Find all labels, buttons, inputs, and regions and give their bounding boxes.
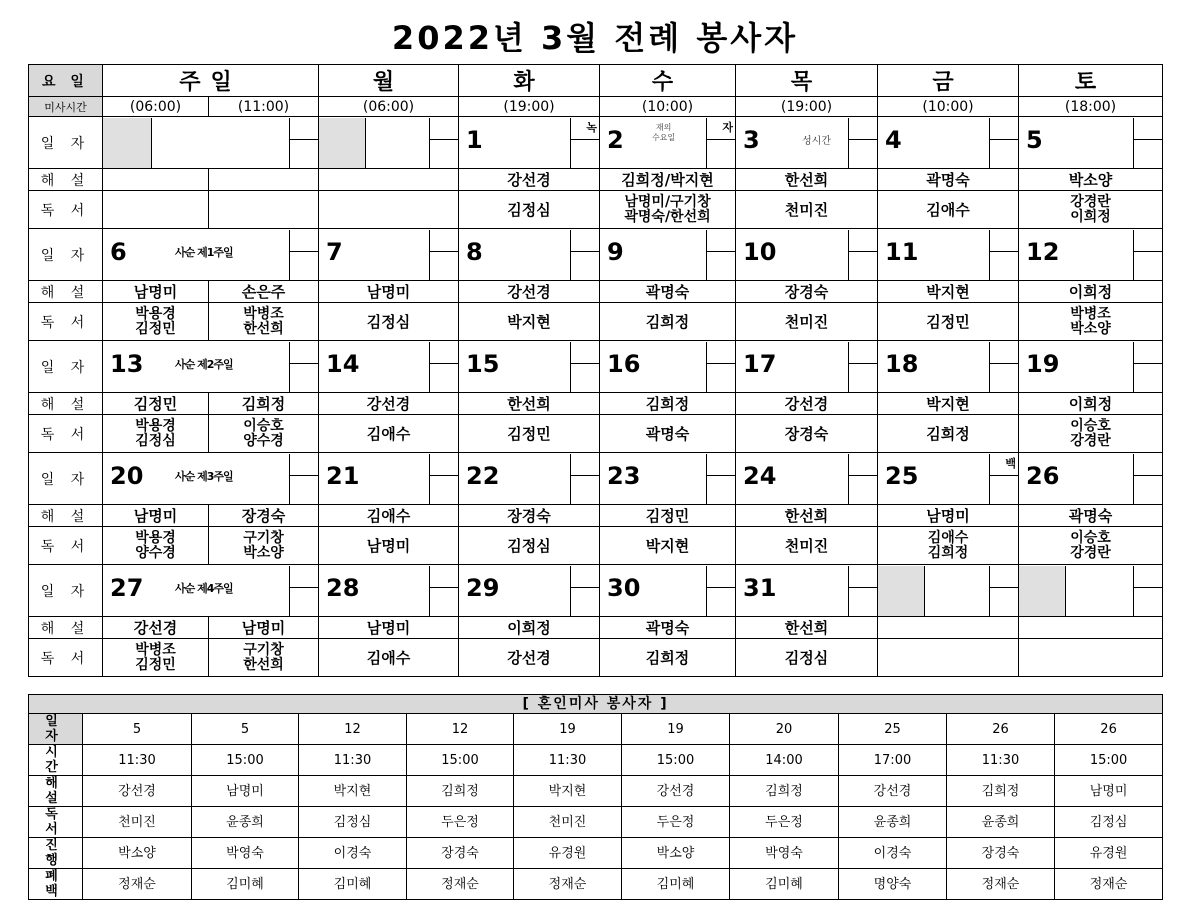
volunteer-name: 김정민 — [507, 424, 551, 443]
volunteer-name: 장경숙 — [241, 506, 286, 525]
volunteer-name: 박소양 — [1068, 170, 1113, 189]
date-number: 15 — [466, 349, 500, 378]
volunteer-name: 박병조 한선희 — [243, 305, 284, 337]
schedule-table — [28, 64, 1163, 677]
wedding-cell: 박소양 — [83, 838, 192, 869]
commentary-label: 해 설 — [29, 281, 103, 303]
mass-time: (19:00) — [736, 97, 878, 117]
volunteer-name: 김애수 — [366, 648, 411, 667]
date-number: 8 — [466, 237, 483, 266]
volunteer-name: 강선경 — [507, 282, 551, 301]
volunteer-name: 곽명숙 — [1068, 506, 1113, 525]
volunteer-name: 김희정 — [645, 312, 690, 331]
volunteer-name: 장경숙 — [507, 506, 551, 525]
date-cell — [319, 117, 459, 169]
wedding-cell: 남명미 — [1055, 776, 1163, 807]
date-number: 20 — [110, 461, 144, 490]
date-cell — [103, 229, 319, 281]
day-label: 요 일 — [29, 65, 103, 97]
date-number: 22 — [466, 461, 500, 490]
date-number: 10 — [743, 237, 777, 266]
volunteer-name: 강선경 — [784, 394, 829, 413]
volunteer-name: 강선경 — [133, 618, 178, 637]
lent-week-note: 사순 제2주일 — [175, 357, 233, 371]
volunteer-name: 박용경 김정민 — [135, 305, 176, 337]
wedding-cell: 15:00 — [192, 745, 299, 776]
volunteer-name: 김애수 — [366, 506, 411, 525]
wedding-cell: 두은정 — [730, 807, 839, 838]
wedding-cell: 명양숙 — [839, 869, 947, 900]
date-cell — [600, 117, 736, 169]
volunteer-name: 박용경 김정심 — [135, 417, 176, 449]
mass-time: (11:00) — [209, 97, 319, 117]
date-cell — [459, 565, 600, 617]
date-cell — [736, 565, 878, 617]
wedding-row-label: 독 서 — [29, 807, 83, 838]
wedding-cell: 박영숙 — [730, 838, 839, 869]
date-cell — [878, 117, 1019, 169]
wedding-cell: 12 — [299, 714, 407, 745]
wedding-cell: 남명미 — [192, 776, 299, 807]
liturgical-color-mark: 자 — [722, 120, 734, 134]
wedding-cell: 천미진 — [83, 807, 192, 838]
wedding-cell: 15:00 — [407, 745, 514, 776]
date-number: 16 — [607, 349, 641, 378]
mass-time-label: 미사시간 — [29, 97, 103, 117]
wedding-cell: 20 — [730, 714, 839, 745]
volunteer-name: 곽명숙 — [645, 618, 690, 637]
date-number: 30 — [607, 573, 641, 602]
date-cell — [736, 341, 878, 393]
day-note: 재의 수요일 — [652, 122, 676, 142]
volunteer-name: 김애수 — [366, 424, 411, 443]
lent-week-note: 사순 제1주일 — [175, 245, 233, 259]
volunteer-name: 김희정 — [926, 424, 970, 443]
date-number: 31 — [743, 573, 777, 602]
wedding-cell: 두은정 — [622, 807, 730, 838]
date-cell — [319, 229, 459, 281]
date-cell — [878, 341, 1019, 393]
volunteer-name: 박지현 — [645, 536, 690, 555]
date-cell — [878, 565, 1019, 617]
volunteer-name: 김희정/박지현 — [621, 170, 714, 189]
wedding-cell: 유경원 — [514, 838, 622, 869]
date-number: 7 — [326, 237, 343, 266]
wedding-cell: 김정심 — [299, 807, 407, 838]
volunteer-name: 이희정 — [1068, 394, 1113, 413]
wedding-cell: 11:30 — [83, 745, 192, 776]
mass-time: (06:00) — [103, 97, 209, 117]
volunteer-name: 남명미 — [366, 618, 411, 637]
reading-label: 독 서 — [29, 415, 103, 453]
volunteer-name: 강선경 — [366, 394, 411, 413]
date-number: 23 — [607, 461, 641, 490]
volunteer-name: 강선경 — [507, 648, 551, 667]
date-number: 29 — [466, 573, 500, 602]
wedding-cell: 유경원 — [1055, 838, 1163, 869]
volunteer-name: 이승호 강경란 — [1070, 529, 1111, 561]
day-note: 성시간 — [802, 135, 831, 147]
reading-label: 독 서 — [29, 191, 103, 229]
volunteer-name: 구기창 한선희 — [243, 641, 284, 673]
wedding-row-label: 해 설 — [29, 776, 83, 807]
day-name: 화 — [459, 65, 600, 97]
wedding-row-label: 일 자 — [29, 714, 83, 745]
volunteer-name: 남명미 — [133, 282, 178, 301]
volunteer-name: 곽명숙 — [926, 170, 970, 189]
date-cell — [459, 341, 600, 393]
date-number: 6 — [110, 237, 127, 266]
wedding-cell: 11:30 — [947, 745, 1055, 776]
wedding-cell: 이경숙 — [839, 838, 947, 869]
wedding-cell: 박지현 — [514, 776, 622, 807]
date-label: 일 자 — [29, 565, 103, 617]
reading-label: 독 서 — [29, 639, 103, 677]
volunteer-name: 김정민 — [926, 312, 970, 331]
wedding-cell: 11:30 — [299, 745, 407, 776]
volunteer-name: 장경숙 — [784, 282, 829, 301]
volunteer-name: 김정민 — [645, 506, 690, 525]
volunteer-name: 김희정 — [241, 394, 286, 413]
volunteer-name: 남명미 — [241, 618, 286, 637]
date-number: 24 — [743, 461, 777, 490]
date-cell — [878, 229, 1019, 281]
wedding-cell: 두은정 — [407, 807, 514, 838]
date-number: 18 — [885, 349, 919, 378]
wedding-row-label: 진 행 — [29, 838, 83, 869]
wedding-cell: 김정심 — [1055, 807, 1163, 838]
date-cell — [459, 453, 600, 505]
volunteer-name: 박지현 — [926, 282, 970, 301]
wedding-cell: 15:00 — [622, 745, 730, 776]
date-number: 1 — [466, 125, 483, 154]
wedding-cell: 김희정 — [947, 776, 1055, 807]
date-cell — [103, 565, 319, 617]
wedding-cell: 김미혜 — [730, 869, 839, 900]
date-cell — [736, 453, 878, 505]
volunteer-name: 곽명숙 — [645, 424, 690, 443]
mass-time: (06:00) — [319, 97, 459, 117]
wedding-cell: 윤종희 — [947, 807, 1055, 838]
volunteer-name: 이희정 — [1068, 282, 1113, 301]
volunteer-name: 한선희 — [784, 506, 829, 525]
date-number: 13 — [110, 349, 144, 378]
date-cell — [459, 117, 600, 169]
date-cell — [103, 117, 319, 169]
wedding-cell: 김희정 — [407, 776, 514, 807]
date-cell — [600, 565, 736, 617]
volunteer-name: 김희정 — [645, 394, 690, 413]
date-label: 일 자 — [29, 453, 103, 505]
wedding-row-label: 시 간 — [29, 745, 83, 776]
date-cell — [103, 341, 319, 393]
wedding-cell: 정재순 — [947, 869, 1055, 900]
date-number: 2 — [607, 125, 624, 154]
volunteer-name: 김희정 — [645, 648, 690, 667]
lent-week-note: 사순 제3주일 — [175, 469, 233, 483]
wedding-cell: 강선경 — [839, 776, 947, 807]
date-cell — [736, 229, 878, 281]
lent-week-note: 사순 제4주일 — [175, 581, 233, 595]
volunteer-name: 김정심 — [507, 200, 551, 219]
date-cell — [1019, 565, 1163, 617]
volunteer-name: 강경란 이희정 — [1070, 193, 1111, 225]
wedding-cell: 윤종희 — [839, 807, 947, 838]
volunteer-name: 박지현 — [507, 312, 551, 331]
date-number: 12 — [1026, 237, 1060, 266]
liturgical-color-mark: 백 — [1005, 456, 1017, 470]
date-number: 4 — [885, 125, 902, 154]
liturgical-color-mark: 녹 — [586, 120, 598, 134]
wedding-cell: 17:00 — [839, 745, 947, 776]
volunteer-name: 남명미 — [366, 536, 411, 555]
volunteer-name: 강선경 — [507, 170, 551, 189]
date-cell — [103, 453, 319, 505]
volunteer-name: 김정민 — [133, 394, 178, 413]
date-number: 21 — [326, 461, 360, 490]
wedding-cell: 윤종희 — [192, 807, 299, 838]
day-name: 토 — [1019, 65, 1163, 97]
wedding-cell: 강선경 — [83, 776, 192, 807]
date-number: 5 — [1026, 125, 1043, 154]
volunteer-name: 손은주 — [241, 282, 286, 301]
volunteer-name: 남명미 — [926, 506, 970, 525]
wedding-cell: 19 — [514, 714, 622, 745]
volunteer-name: 이승호 강경란 — [1070, 417, 1111, 449]
wedding-cell: 김미혜 — [192, 869, 299, 900]
volunteer-name: 천미진 — [784, 312, 829, 331]
wedding-cell: 김미혜 — [299, 869, 407, 900]
wedding-cell: 25 — [839, 714, 947, 745]
volunteer-name: 박병조 박소양 — [1070, 305, 1111, 337]
date-number: 27 — [110, 573, 144, 602]
date-cell — [600, 453, 736, 505]
wedding-cell: 26 — [1055, 714, 1163, 745]
date-cell — [878, 453, 1019, 505]
date-cell — [736, 117, 878, 169]
wedding-cell: 강선경 — [622, 776, 730, 807]
date-number: 25 — [885, 461, 919, 490]
volunteer-name: 장경숙 — [784, 424, 829, 443]
volunteer-name: 남명미/구기창 곽명숙/한선희 — [624, 193, 711, 225]
wedding-cell: 26 — [947, 714, 1055, 745]
day-name: 주일 — [103, 65, 319, 97]
wedding-cell: 장경숙 — [947, 838, 1055, 869]
volunteer-name: 한선희 — [784, 618, 829, 637]
mass-time: (18:00) — [1019, 97, 1163, 117]
day-name: 수 — [600, 65, 736, 97]
date-cell — [1019, 229, 1163, 281]
wedding-cell: 박영숙 — [192, 838, 299, 869]
wedding-cell: 14:00 — [730, 745, 839, 776]
wedding-cell: 김희정 — [730, 776, 839, 807]
date-number: 9 — [607, 237, 624, 266]
volunteer-name: 박병조 김정민 — [135, 641, 176, 673]
wedding-cell: 장경숙 — [407, 838, 514, 869]
volunteer-name: 김애수 — [926, 200, 970, 219]
wedding-cell: 김미혜 — [622, 869, 730, 900]
volunteer-name: 곽명숙 — [645, 282, 690, 301]
day-name: 목 — [736, 65, 878, 97]
date-label: 일 자 — [29, 229, 103, 281]
wedding-section-title: [ 혼인미사 봉사자 ] — [29, 695, 1163, 714]
wedding-cell: 정재순 — [83, 869, 192, 900]
date-number: 14 — [326, 349, 360, 378]
date-label: 일 자 — [29, 117, 103, 169]
volunteer-name: 천미진 — [784, 200, 829, 219]
volunteer-name: 김애수 김희정 — [927, 529, 969, 561]
date-label: 일 자 — [29, 341, 103, 393]
volunteer-name: 김정심 — [366, 312, 411, 331]
date-number: 17 — [743, 349, 777, 378]
wedding-cell: 이경숙 — [299, 838, 407, 869]
volunteer-name: 이승호 양수경 — [243, 417, 284, 449]
date-number: 3 — [743, 125, 760, 154]
date-cell — [459, 229, 600, 281]
commentary-label: 해 설 — [29, 505, 103, 527]
date-cell — [1019, 341, 1163, 393]
volunteer-name: 한선희 — [784, 170, 829, 189]
wedding-cell: 정재순 — [514, 869, 622, 900]
wedding-row-label: 폐 백 — [29, 869, 83, 900]
reading-label: 독 서 — [29, 303, 103, 341]
wedding-cell: 박지현 — [299, 776, 407, 807]
wedding-cell: 5 — [83, 714, 192, 745]
day-name: 월 — [319, 65, 459, 97]
volunteer-name: 박용경 양수경 — [135, 529, 176, 561]
volunteer-name: 김정심 — [507, 536, 551, 555]
volunteer-name: 한선희 — [507, 394, 551, 413]
day-name: 금 — [878, 65, 1019, 97]
commentary-label: 해 설 — [29, 393, 103, 415]
date-number: 19 — [1026, 349, 1060, 378]
wedding-cell: 11:30 — [514, 745, 622, 776]
wedding-cell: 12 — [407, 714, 514, 745]
date-cell — [1019, 117, 1163, 169]
wedding-cell: 19 — [622, 714, 730, 745]
date-cell — [600, 341, 736, 393]
reading-label: 독 서 — [29, 527, 103, 565]
mass-time: (10:00) — [600, 97, 736, 117]
wedding-cell: 정재순 — [1055, 869, 1163, 900]
volunteer-name: 구기창 박소양 — [243, 529, 284, 561]
mass-time: (19:00) — [459, 97, 600, 117]
date-cell — [319, 565, 459, 617]
wedding-cell: 15:00 — [1055, 745, 1163, 776]
volunteer-name: 이희정 — [507, 618, 551, 637]
page-title: 2022년 3월 전례 봉사자 — [391, 19, 799, 57]
wedding-cell: 천미진 — [514, 807, 622, 838]
volunteer-name: 박지현 — [926, 394, 970, 413]
date-cell — [1019, 453, 1163, 505]
wedding-cell: 정재순 — [407, 869, 514, 900]
volunteer-name: 김정심 — [784, 648, 829, 667]
date-number: 28 — [326, 573, 360, 602]
wedding-cell: 박소양 — [622, 838, 730, 869]
commentary-label: 해 설 — [29, 169, 103, 191]
date-cell — [600, 229, 736, 281]
volunteer-name: 남명미 — [366, 282, 411, 301]
date-cell — [319, 341, 459, 393]
date-cell — [319, 453, 459, 505]
mass-time: (10:00) — [878, 97, 1019, 117]
wedding-cell: 5 — [192, 714, 299, 745]
volunteer-name: 천미진 — [784, 536, 829, 555]
date-number: 11 — [885, 237, 919, 266]
date-number: 26 — [1026, 461, 1060, 490]
commentary-label: 해 설 — [29, 617, 103, 639]
volunteer-name: 남명미 — [133, 506, 178, 525]
wedding-table — [28, 694, 1163, 900]
